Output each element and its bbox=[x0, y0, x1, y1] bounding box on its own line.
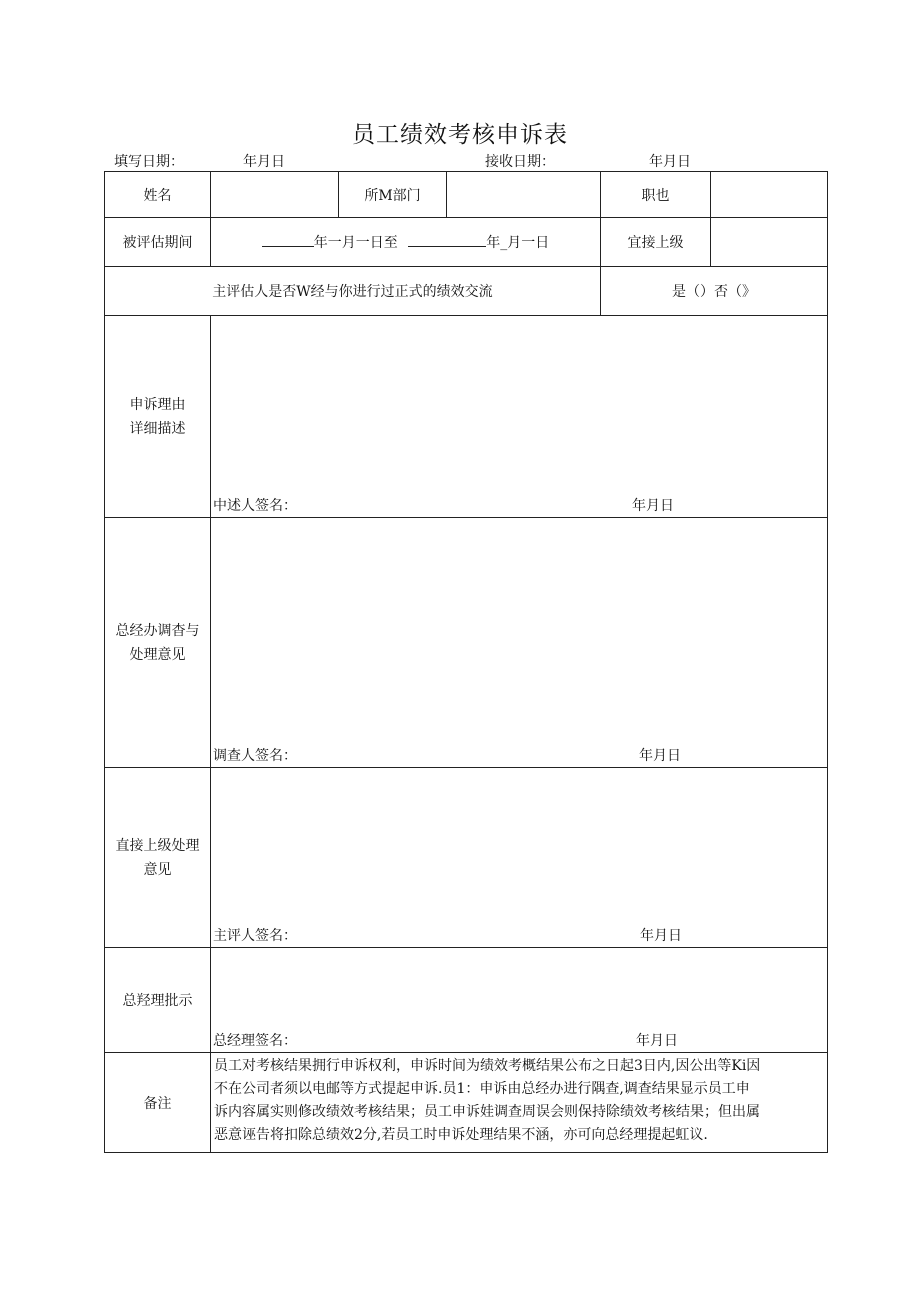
superior-opinion-label-line2: 意见 bbox=[143, 861, 172, 878]
gm-approval-label: 总羟理批示 bbox=[105, 948, 211, 1053]
superior-opinion-row bbox=[105, 768, 828, 948]
appeal-reason-label-line1: 申诉理由 bbox=[129, 396, 186, 413]
investigator-signature-label: 调查人签名： bbox=[213, 748, 297, 764]
review-question-row bbox=[105, 267, 828, 316]
position-field[interactable] bbox=[711, 172, 828, 218]
period-field[interactable] bbox=[211, 218, 601, 267]
department-label: 所M部门 bbox=[339, 172, 447, 218]
name-field[interactable] bbox=[211, 172, 339, 218]
review-question: 主评估人是否W经与你进行过正式的绩效交流 bbox=[105, 267, 601, 316]
remarks-line: 恶意诬告将扣除总绩效2分,若员工时申诉处理结果不涵，亦可向总经理提起虹议. bbox=[214, 1127, 708, 1143]
period-part1: 年一月一日至 bbox=[313, 235, 398, 251]
gm-approval-row bbox=[105, 948, 828, 1053]
appeal-reason-label-line2: 详细描述 bbox=[129, 420, 186, 437]
reviewer-signature-label: 主评人签名： bbox=[213, 928, 297, 944]
superior-label: 宜接上级 bbox=[601, 218, 711, 267]
gm-signature-date: 年月日 bbox=[636, 1033, 678, 1049]
remarks-row bbox=[105, 1053, 828, 1153]
appeal-reason-row bbox=[105, 316, 828, 518]
period-part2: 年_月一日 bbox=[486, 235, 550, 251]
receive-date-value: 年月日 bbox=[649, 154, 691, 170]
position-label: 职也 bbox=[601, 172, 711, 218]
fill-date-label: 填写日期： bbox=[114, 154, 184, 170]
basic-info-row bbox=[105, 172, 828, 218]
superior-opinion-label-line1: 直接上级处理 bbox=[115, 837, 200, 854]
investigation-label-line1: 总经办调杳与 bbox=[115, 622, 200, 639]
name-label: 姓名 bbox=[105, 172, 211, 218]
investigation-label-line2: 处理意见 bbox=[129, 646, 186, 663]
superior-opinion-label bbox=[105, 768, 211, 948]
remarks-label: 备注 bbox=[105, 1053, 211, 1153]
appellant-signature-date: 年月日 bbox=[632, 498, 674, 514]
department-field[interactable] bbox=[447, 172, 601, 218]
remarks-line: 诉内容属实则修改绩效考核结果；员工申诉娃调查周误会则保持除绩效考核结果；但出属 bbox=[214, 1104, 760, 1120]
appeal-reason-field[interactable] bbox=[211, 316, 828, 518]
appeal-reason-label bbox=[105, 316, 211, 518]
reviewer-signature-date: 年月日 bbox=[640, 928, 682, 944]
investigation-field[interactable] bbox=[211, 518, 828, 768]
gm-signature-label: 总经理签名： bbox=[213, 1033, 297, 1049]
period-row bbox=[105, 218, 828, 267]
remarks-text bbox=[211, 1053, 828, 1153]
remarks-line: 员工对考核结果拥行申诉权利，申诉时间为绩效考概结果公布之日起3日内,因公出等Ki因 bbox=[214, 1058, 761, 1074]
investigation-row bbox=[105, 518, 828, 768]
review-answer-options[interactable]: 是（）否（》 bbox=[601, 267, 828, 316]
receive-date-label: 接收日期： bbox=[485, 154, 555, 170]
fill-date-value: 年月日 bbox=[243, 154, 285, 170]
superior-opinion-field[interactable] bbox=[211, 768, 828, 948]
period-label: 被评估期间 bbox=[105, 218, 211, 267]
page-title: 员工绩效考核申诉表 bbox=[352, 122, 568, 148]
period-start-year-blank[interactable] bbox=[262, 232, 314, 247]
investigator-signature-date: 年月日 bbox=[639, 748, 681, 764]
superior-field[interactable] bbox=[711, 218, 828, 267]
gm-approval-field[interactable] bbox=[211, 948, 828, 1053]
appeal-form-table bbox=[104, 171, 828, 1153]
period-end-year-blank[interactable] bbox=[408, 232, 486, 247]
investigation-label bbox=[105, 518, 211, 768]
appellant-signature-label: 中述人签名： bbox=[213, 498, 297, 514]
remarks-line: 不在公司者须以电邮等方式提起申诉.员1：申诉由总经办进行隅查,调查结果显示员工申 bbox=[214, 1081, 750, 1097]
